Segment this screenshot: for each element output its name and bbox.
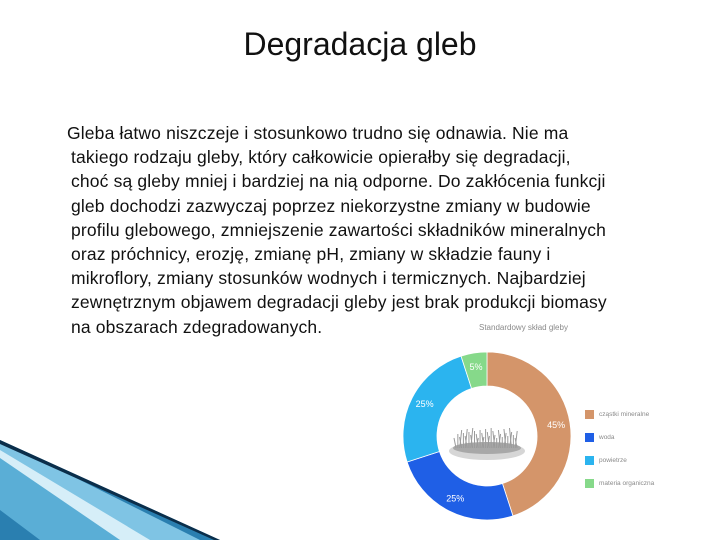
body-paragraph bbox=[67, 121, 681, 339]
body-line: oraz próchnicy, erozję, zmianę pH, zmiany w składzie fauny i bbox=[71, 244, 551, 265]
body-line: profilu glebowego, zmniejszenie zawartości składników mineralnych bbox=[71, 219, 606, 240]
slice-value-label: 5% bbox=[469, 361, 483, 372]
legend-label: powietrze bbox=[599, 456, 627, 464]
legend-swatch bbox=[585, 479, 594, 488]
corner-decoration bbox=[0, 440, 220, 540]
legend-label: woda bbox=[599, 433, 615, 441]
body-line: gleb dochodzi zazwyczaj poprzez niekorzystne zmiany w budowie bbox=[71, 195, 591, 216]
body-line: mikroflory, zmiany stosunków wodnych i termicznych. Najbardziej bbox=[71, 268, 586, 289]
legend-item bbox=[585, 429, 654, 445]
slice-value-label: 45% bbox=[547, 420, 566, 431]
slide-title: Degradacja gleb bbox=[243, 26, 477, 62]
legend-swatch bbox=[585, 456, 594, 465]
legend-item bbox=[585, 452, 654, 468]
donut-chart bbox=[390, 316, 590, 540]
chart-title: Standardowy skład gleby bbox=[479, 323, 568, 332]
body-line: takiego rodzaju gleby, który całkowicie opierałby się degradacji, bbox=[71, 147, 571, 168]
legend-item bbox=[585, 475, 654, 491]
chart-legend bbox=[585, 406, 654, 498]
slice-value-label: 25% bbox=[415, 399, 434, 410]
body-line: zewnętrznym objawem degradacji gleby jest brak produkcji biomasy bbox=[71, 292, 607, 313]
soil-composition-chart bbox=[390, 316, 690, 540]
legend-label: cząstki mineralne bbox=[599, 410, 650, 418]
donut-slice bbox=[407, 451, 513, 520]
body-line: choć są gleby mniej i bardziej na nią odporne. Do zakłócenia funkcji bbox=[71, 171, 606, 192]
legend-swatch bbox=[585, 410, 594, 419]
body-line: Gleba łatwo niszczeje i stosunkowo trudno się odnawia. Nie ma bbox=[67, 123, 569, 143]
body-line: na obszarach zdegradowanych. bbox=[71, 316, 323, 337]
legend-swatch bbox=[585, 433, 594, 442]
slice-value-label: 25% bbox=[446, 493, 465, 504]
legend-item bbox=[585, 406, 654, 422]
grass-illustration bbox=[449, 428, 525, 460]
legend-label: materia organiczna bbox=[599, 479, 655, 487]
